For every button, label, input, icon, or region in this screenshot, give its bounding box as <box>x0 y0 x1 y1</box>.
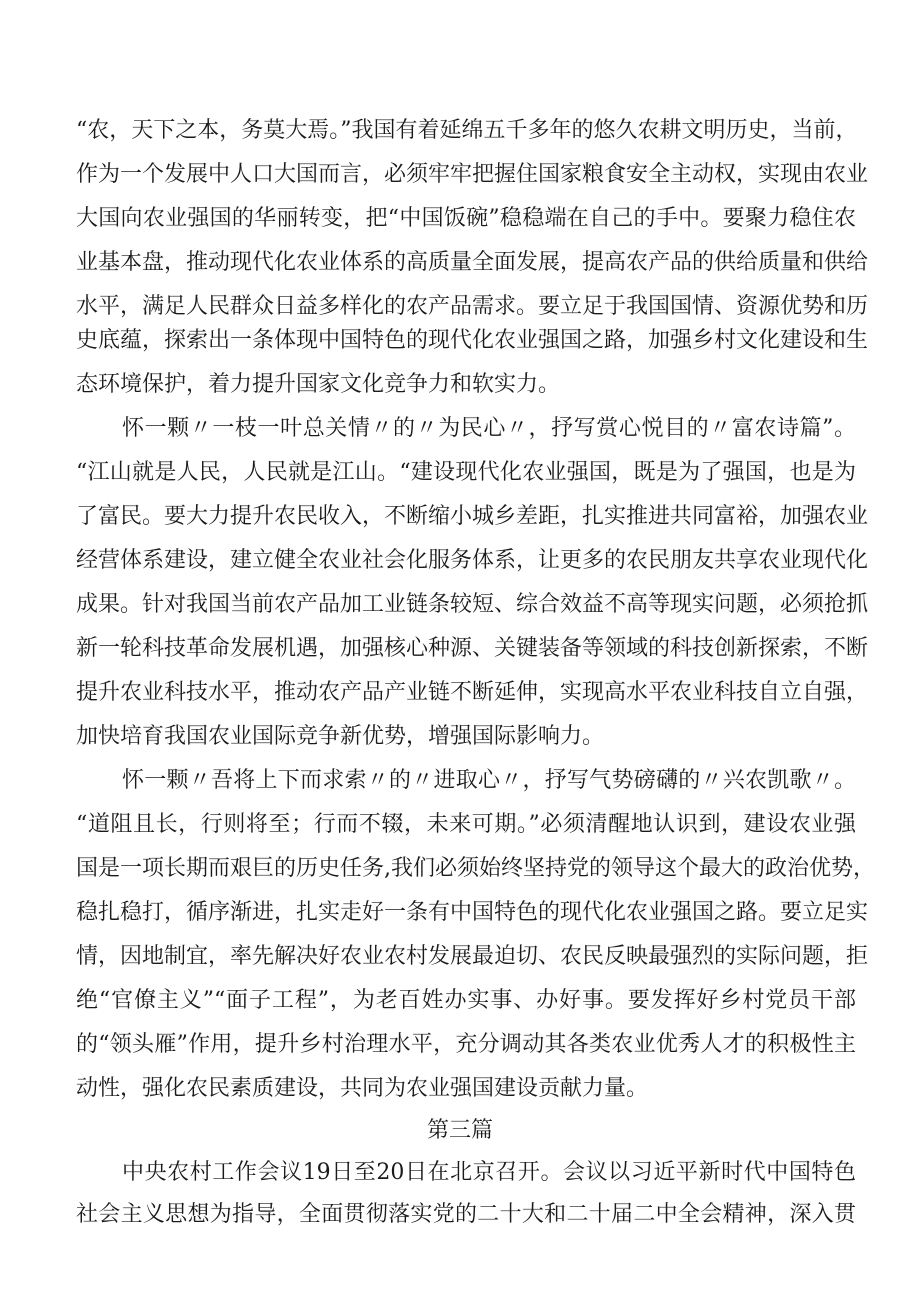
text-line: 水平，满足人民群众日益多样化的农产品需求。要立足于我国国情、资源优势和历 <box>76 294 869 319</box>
text-line: 作为一个发展中人口大国而言，必须牢牢把握住国家粮食安全主动权，实现由农业 <box>76 162 869 187</box>
text-line: 提升农业科技水平，推动农产品产业链不断延伸，实现高水平农业科技自立自强， <box>76 680 869 705</box>
text-line: 业基本盘，推动现代化农业体系的高质量全面发展，提高农产品的供给质量和供给 <box>76 250 869 275</box>
text-line: 稳扎稳打，循序渐进，扎实走好一条有中国特色的现代化农业强国之路。要立足实 <box>76 900 869 925</box>
text-line: 社会主义思想为指导，全面贯彻落实党的二十大和二十届二中全会精神，深入贯 <box>76 1202 856 1227</box>
section-heading: 第三篇 <box>426 1118 493 1143</box>
paragraph-first-line: 怀一颗〃吾将上下而求索〃的〃进取心〃，抒写气势磅礴的〃兴农凯歌〃。 <box>122 768 856 793</box>
text-line: 经营体系建设，建立健全农业社会化服务体系，让更多的农民朋友共享农业现代化 <box>76 548 869 573</box>
text-line: 史底蕴，探索出一条体现中国特色的现代化农业强国之路，加强乡村文化建设和生 <box>76 328 869 353</box>
paragraph-first-line: 怀一颗〃一枝一叶总关情〃的〃为民心〃，抒写赏心悦目的〃富农诗篇”。 <box>122 416 856 441</box>
text-line: “道阻且长，行则将至；行而不辍，未来可期。”必须清醒地认识到，建设农业强 <box>76 812 856 837</box>
paragraph-first-line: 中央农村工作会议19日至20日在北京召开。会议以习近平新时代中国特色 <box>122 1160 856 1185</box>
text-line: 了富民。要大力提升农民收入，不断缩小城乡差距，扎实推进共同富裕，加强农业 <box>76 504 869 529</box>
text-line: “江山就是人民，人民就是江山。“建设现代化农业强国，既是为了强国，也是为 <box>76 460 856 485</box>
text-line: 国是一项长期而艰巨的历史任务,我们必须始终坚持党的领导这个最大的政治优势， <box>76 856 875 881</box>
text-line: 动性，强化农民素质建设，共同为农业强国建设贡献力量。 <box>76 1076 649 1101</box>
text-line: 加快培育我国农业国际竞争新优势，增强国际影响力。 <box>76 724 605 749</box>
text-line: 大国向农业强国的华丽转变，把“中国饭碗”稳稳端在自己的手中。要聚力稳住农 <box>76 206 856 231</box>
text-line: 绝“官僚主义”“面子工程”，为老百姓办实事、办好事。要发挥好乡村党员干部 <box>76 988 856 1013</box>
text-line: 态环境保护，着力提升国家文化竞争力和软实力。 <box>76 372 561 397</box>
text-line: 成果。针对我国当前农产品加工业链条较短、综合效益不高等现实问题，必须抢抓 <box>76 592 869 617</box>
text-line: “农，天下之本，务莫大焉。”我国有着延绵五千多年的悠久农耕文明历史，当前， <box>76 118 858 143</box>
text-line: 新一轮科技革命发展机遇，加强核心种源、关键装备等领域的科技创新探索，不断 <box>76 636 869 661</box>
text-line: 情，因地制宜，率先解决好农业农村发展最迫切、农民反映最强烈的实际问题，拒 <box>76 944 869 969</box>
text-line: 的“领头雁”作用，提升乡村治理水平，充分调动其各类农业优秀人才的积极性主 <box>76 1032 856 1057</box>
